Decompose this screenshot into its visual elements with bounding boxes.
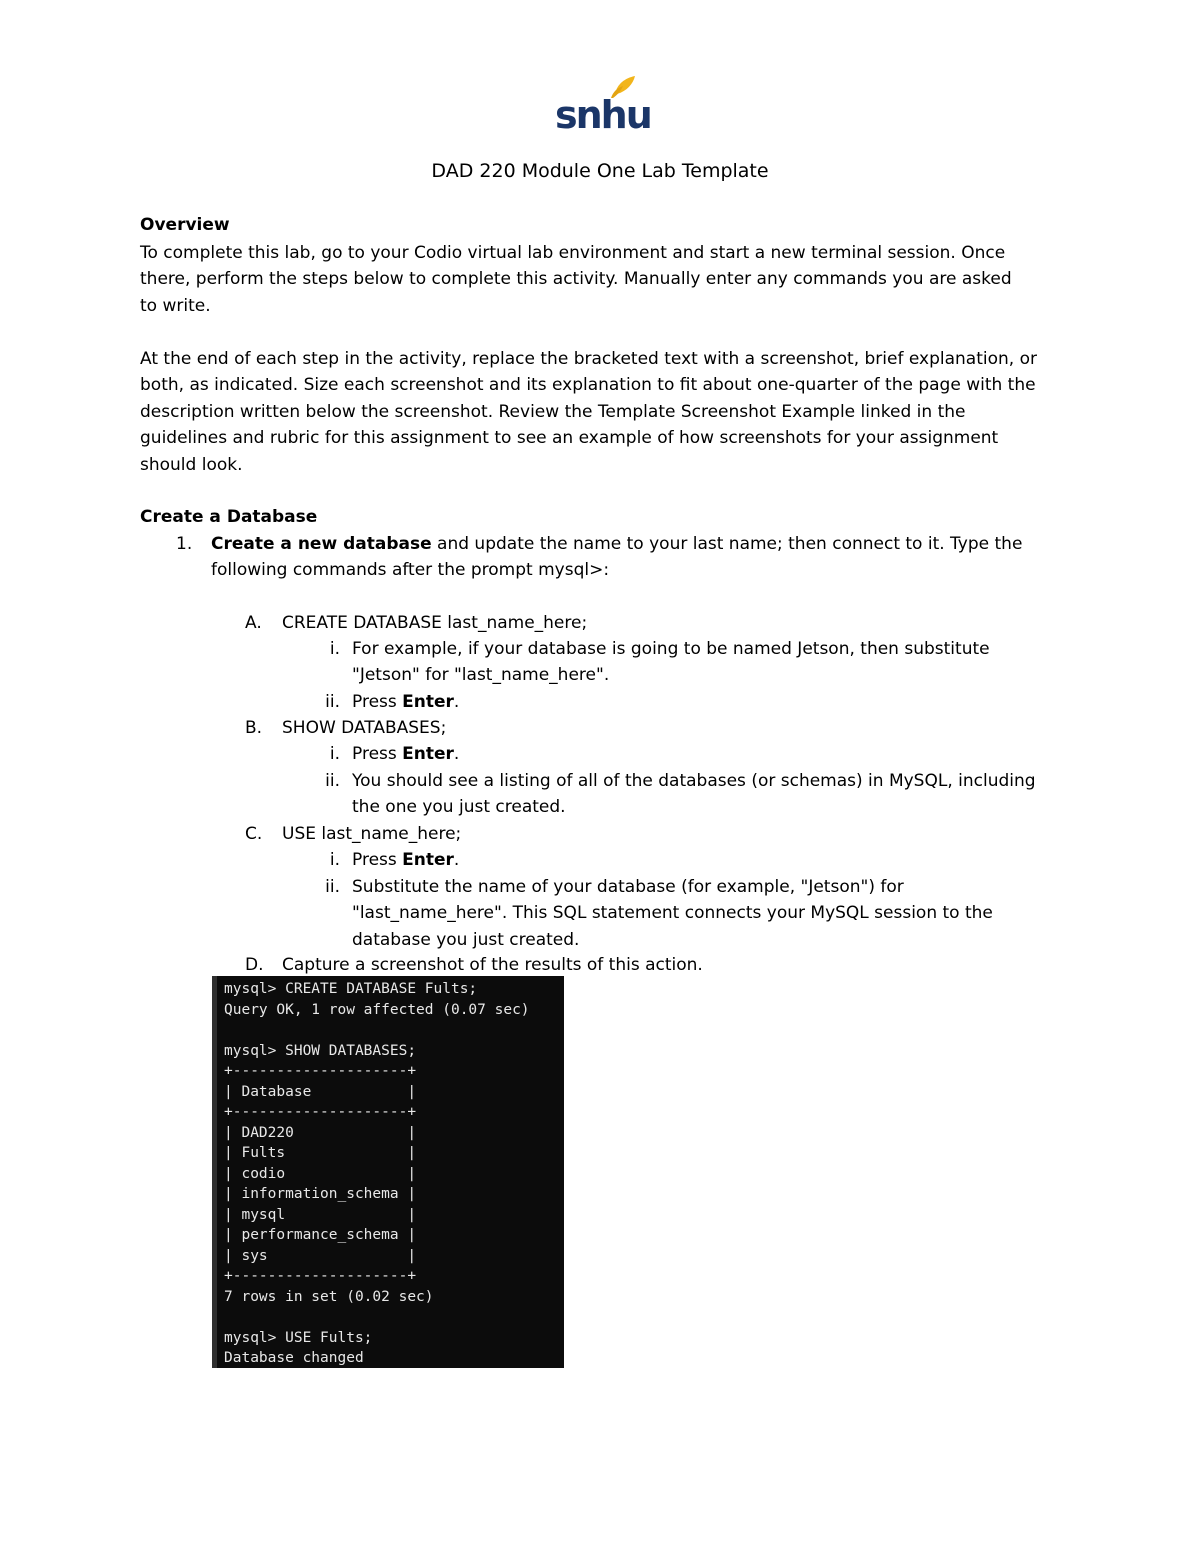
text-line: At the end of each step in the activity, replace the bracketed text with a screenshot, brief explanation, or [140,349,1037,369]
overview-paragraph-2 [140,346,1070,478]
text-line: there, perform the steps below to complete this activity. Manually enter any commands you are asked [140,269,1012,290]
terminal-line: Query OK, 1 row affected (0.07 sec) [224,1001,530,1018]
list-marker: D. [245,955,264,975]
list-marker: C. [245,824,263,844]
terminal-line: +--------------------+ [224,1063,417,1079]
list-marker: i. [329,639,340,659]
text-line: both, as indicated. Size each screenshot and its explanation to fit about one-quarter of the page with the [140,375,1036,396]
text-line: guidelines and rubric for this assignment to see an example of how screenshots for your assignment [140,428,999,449]
snhu-leaf-logo-icon [555,74,651,137]
text-line: description written below the screenshot. Review the Template Screenshot Example linked in the [140,401,966,422]
terminal-line [224,1307,564,1328]
step-number: 1. [176,534,193,554]
step-1-rest: and update the name to your last name; then connect to it. Type the [431,534,1023,554]
terminal-line: | information_schema | [224,1186,417,1202]
step-1-line-2: following commands after the prompt mysql>: [211,560,610,581]
text-run: Press [352,744,403,764]
text-line: "Jetson" for "last_name_here". [352,665,610,686]
list-marker: B. [245,718,263,738]
substep-b-ii-text [352,768,1052,821]
substep-b-i-text [352,741,1052,767]
text-run: . [453,850,460,870]
terminal-line: | sys | [224,1247,417,1264]
text-line: to write. [140,295,211,316]
substep-c-ii-text [352,874,1052,953]
substep-c-text: USE last_name_here; [282,824,462,844]
substep-a-text: CREATE DATABASE last_name_here; [282,613,588,633]
terminal-line: | codio | [224,1165,417,1182]
substep-a-i-text [352,636,1052,689]
text-line: You should see a listing of all of the databases (or schemas) in MySQL, including [352,771,1036,791]
terminal-screenshot [212,976,564,1368]
text-run: Press [352,850,403,870]
list-marker: ii. [325,692,340,712]
snhu-logo-text: snhu [555,93,651,137]
terminal-line: 7 rows in set (0.02 sec) [224,1288,434,1305]
snhu-logo [555,74,651,137]
page-title: DAD 220 Module One Lab Template [431,160,769,182]
terminal-line: | performance_schema | [224,1227,417,1243]
substep-d-text: Capture a screenshot of the results of this action. [282,955,703,975]
list-marker: i. [329,744,340,764]
text-line: To complete this lab, go to your Codio virtual lab environment and start a new terminal session. Once [140,243,1006,263]
text-run: Press [352,692,403,712]
text-run: . [453,744,460,764]
terminal-line: mysql> CREATE DATABASE Fults; [224,981,478,997]
text-line: "last_name_here". This SQL statement connects your MySQL session to the [352,903,993,924]
list-marker: i. [329,850,340,870]
text-line: Substitute the name of your database (for example, "Jetson") for [352,877,904,897]
text-line: should look. [140,454,243,475]
terminal-line: | mysql | [224,1206,417,1223]
terminal-line: mysql> SHOW DATABASES; [224,1042,417,1059]
list-marker: ii. [325,771,340,791]
terminal-line: Database changed [224,1350,364,1366]
terminal-line: mysql> USE Fults; [224,1329,373,1346]
terminal-line: +--------------------+ [224,1268,417,1284]
text-line: For example, if your database is going to be named Jetson, then substitute [352,639,990,659]
terminal-line: | Database | [224,1083,417,1100]
enter-key-label: Enter [402,692,454,712]
create-database-heading: Create a Database [140,507,318,527]
overview-heading: Overview [140,215,230,235]
terminal-line: | Fults | [224,1145,417,1161]
step-1-text [211,531,1071,584]
list-marker: ii. [325,877,340,897]
terminal-line: +--------------------+ [224,1104,417,1120]
enter-key-label: Enter [402,744,454,764]
text-line: database you just created. [352,929,580,950]
substep-b-text: SHOW DATABASES; [282,718,447,738]
overview-paragraph-1 [140,240,1070,319]
substep-a-ii-text [352,689,1052,715]
list-marker: A. [245,613,262,633]
terminal-line: | DAD220 | [224,1124,417,1141]
step-1-bold: Create a new database [211,534,432,554]
text-run: . [453,692,460,712]
text-line: the one you just created. [352,797,566,818]
substep-c-i-text [352,847,1052,873]
terminal-line [224,1020,564,1041]
enter-key-label: Enter [402,850,454,870]
